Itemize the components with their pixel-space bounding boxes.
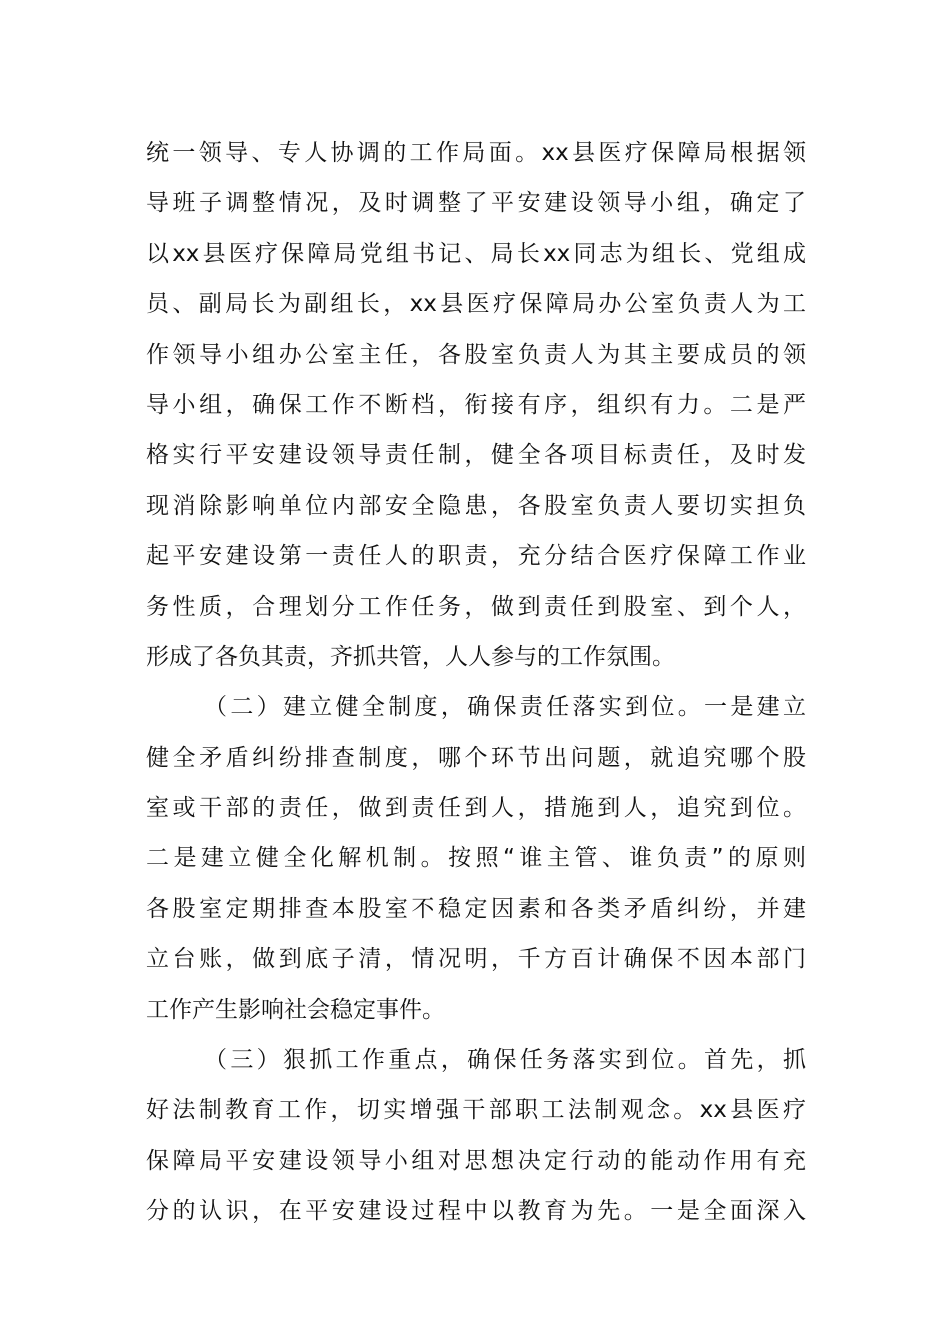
text-line: 格实行平安建设领导责任制，健全各项目标责任，及时发 xyxy=(146,442,806,469)
text-line: 好法制教育工作，切实增强干部职工法制观念。xx县医疗 xyxy=(146,1097,806,1124)
text-line: 统一领导、专人协调的工作局面。xx县医疗保障局根据领 xyxy=(146,140,806,166)
text-line: 导小组，确保工作不断档，衔接有序，组织有力。二是严 xyxy=(146,391,806,418)
text-line: 分的认识，在平安建设过程中以教育为先。一是全面深入 xyxy=(146,1198,806,1225)
text-line: 导班子调整情况，及时调整了平安建设领导小组，确定了 xyxy=(146,190,806,217)
paragraph-2 xyxy=(146,682,806,1035)
text-line: 保障局平安建设领导小组对思想决定行动的能动作用有充 xyxy=(146,1147,806,1174)
text-line: 形成了各负其责，齐抓共管，人人参与的工作氛围。 xyxy=(146,643,675,670)
text-line: （三）狠抓工作重点，确保任务落实到位。首先，抓 xyxy=(204,1047,806,1074)
text-line: 健全矛盾纠纷排查制度，哪个环节出问题，就追究哪个股 xyxy=(146,744,806,771)
text-line: 员、副局长为副组长，xx县医疗保障局办公室负责人为工 xyxy=(146,291,806,318)
text-line: （二）建立健全制度，确保责任落实到位。一是建立 xyxy=(204,694,806,721)
text-line: 各股室定期排查本股室不稳定因素和各类矛盾纠纷，并建 xyxy=(146,895,806,922)
text-line: 起平安建设第一责任人的职责，充分结合医疗保障工作业 xyxy=(146,543,806,570)
document-body xyxy=(146,128,806,1237)
text-line: 工作产生影响社会稳定事件。 xyxy=(146,996,445,1023)
paragraph-3 xyxy=(146,1035,806,1237)
paragraph-1 xyxy=(146,128,806,682)
text-line: 现消除影响单位内部安全隐患，各股室负责人要切实担负 xyxy=(146,492,806,519)
text-line: 以xx县医疗保障局党组书记、局长xx同志为组长、党组成 xyxy=(146,240,806,267)
text-line: 作领导小组办公室主任，各股室负责人为其主要成员的领 xyxy=(146,341,806,368)
text-line: 立台账，做到底子清，情况明，千方百计确保不因本部门 xyxy=(146,946,806,973)
text-line: 室或干部的责任，做到责任到人，措施到人，追究到位。 xyxy=(146,795,806,822)
text-line: 务性质，合理划分工作任务，做到责任到股室、到个人， xyxy=(146,593,806,620)
text-line: 二是建立健全化解机制。按照“谁主管、谁负责”的原则 xyxy=(146,845,806,872)
